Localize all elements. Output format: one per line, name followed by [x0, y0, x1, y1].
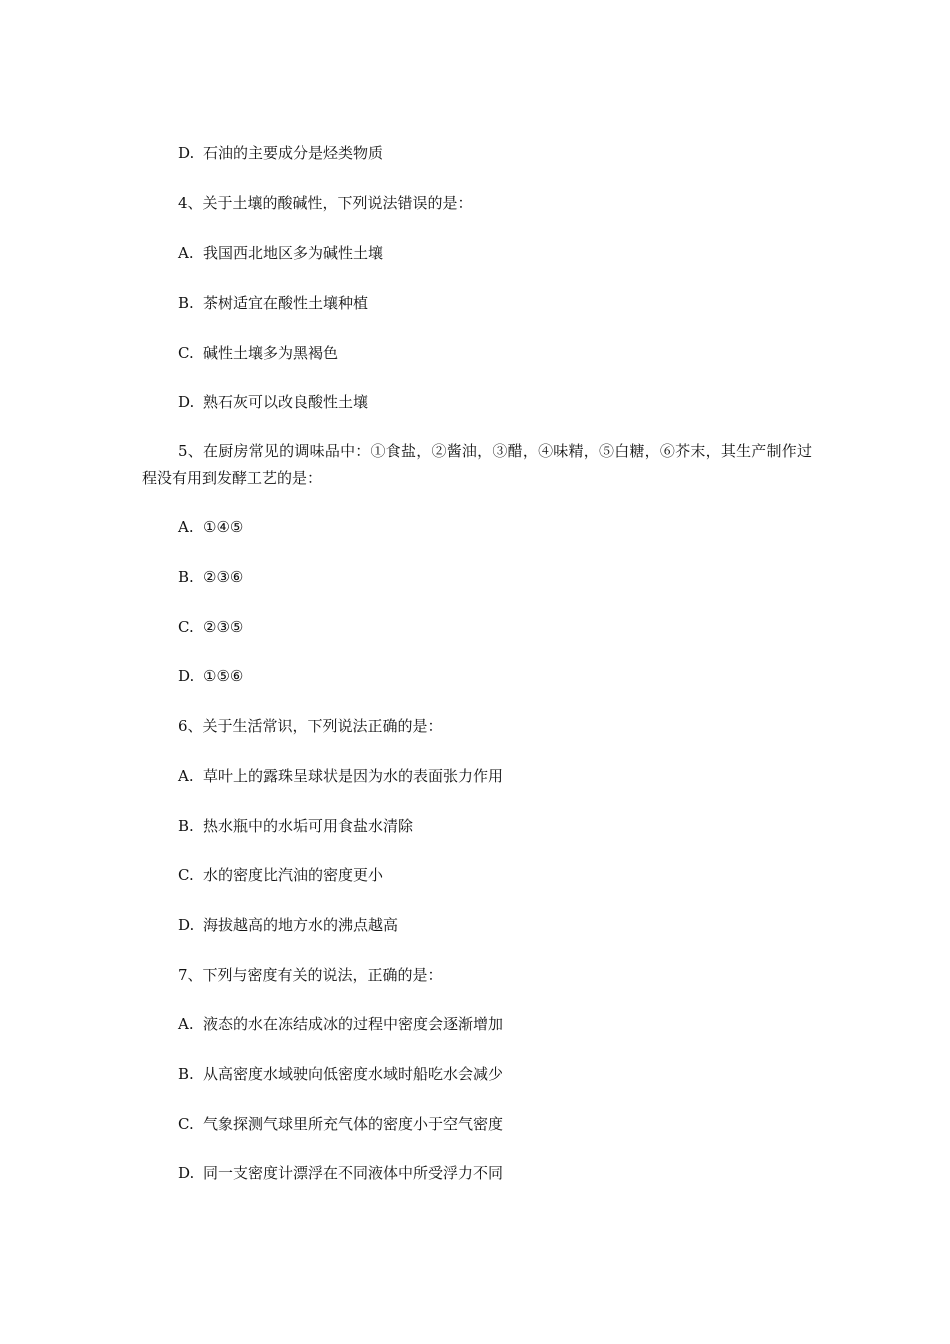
option-letter: D. [178, 667, 195, 685]
option-text: 石油的主要成分是烃类物质 [203, 144, 384, 162]
question-4-stem [178, 193, 473, 213]
option-text: 我国西北地区多为碱性土壤 [203, 244, 384, 262]
question-7-option-c [178, 1114, 503, 1134]
option-text: ①⑤⑥ [203, 667, 244, 685]
question-7-option-a [178, 1014, 503, 1034]
question-6-option-a [178, 766, 503, 786]
option-text: 气象探测气球里所充气体的密度小于空气密度 [203, 1115, 504, 1133]
option-letter: C. [178, 1115, 194, 1133]
option-letter: D. [178, 393, 195, 411]
option-text: ①④⑤ [203, 518, 244, 536]
question-5-option-c [178, 617, 243, 637]
question-5-stem: 5、在厨房常见的调味品中：①食盐，②酱油，③醋，④味精，⑤白糖，⑥芥末，其生产制作过程没有用到发酵工艺的是： [142, 442, 812, 487]
question-text: 6、关于生活常识，下列说法正确的是： [178, 717, 443, 735]
option-text: 草叶上的露珠呈球状是因为水的表面张力作用 [203, 767, 504, 785]
option-letter: A. [178, 518, 194, 536]
question-6-option-b [178, 816, 413, 836]
option-letter: B. [178, 1065, 194, 1083]
question-4-option-d [178, 392, 368, 412]
question-5-option-a [178, 517, 243, 537]
option-letter: C. [178, 866, 194, 884]
question-text: 7、下列与密度有关的说法，正确的是： [178, 966, 443, 984]
option-text: 海拔越高的地方水的沸点越高 [203, 916, 399, 934]
option-letter: B. [178, 568, 194, 586]
question-6-option-d [178, 915, 398, 935]
question-5-option-d [178, 666, 243, 686]
option-text: ②③⑤ [203, 618, 244, 636]
question-7-option-b [178, 1064, 503, 1084]
question-5-option-b [178, 567, 243, 587]
option-letter: D. [178, 916, 195, 934]
option-letter: D. [178, 144, 195, 162]
question-7-option-d [178, 1163, 503, 1183]
option-letter: C. [178, 344, 194, 362]
option-letter: B. [178, 817, 194, 835]
question-7-stem [178, 965, 443, 985]
option-text: 同一支密度计漂浮在不同液体中所受浮力不同 [203, 1164, 504, 1182]
option-text: 热水瓶中的水垢可用食盐水清除 [203, 817, 414, 835]
option-text: 碱性土壤多为黑褐色 [203, 344, 339, 362]
option-letter: A. [178, 767, 194, 785]
option-letter: D. [178, 1164, 195, 1182]
option-letter: C. [178, 618, 194, 636]
question-4-option-b [178, 293, 368, 313]
question-6-option-c [178, 865, 383, 885]
option-letter: A. [178, 1015, 194, 1033]
option-letter: B. [178, 294, 194, 312]
option-text: 茶树适宜在酸性土壤种植 [203, 294, 369, 312]
question-4-option-c [178, 343, 338, 363]
option-text: 液态的水在冻结成冰的过程中密度会逐渐增加 [203, 1015, 504, 1033]
option-text: 熟石灰可以改良酸性土壤 [203, 393, 369, 411]
question-4-option-a [178, 243, 383, 263]
question-6-stem [178, 716, 443, 736]
option-letter: A. [178, 244, 194, 262]
option-text: ②③⑥ [203, 568, 244, 586]
option-text: 从高密度水域驶向低密度水域时船吃水会减少 [203, 1065, 504, 1083]
question-text: 4、关于土壤的酸碱性，下列说法错误的是： [178, 194, 473, 212]
question-3-option-d [178, 143, 383, 163]
option-text: 水的密度比汽油的密度更小 [203, 866, 384, 884]
